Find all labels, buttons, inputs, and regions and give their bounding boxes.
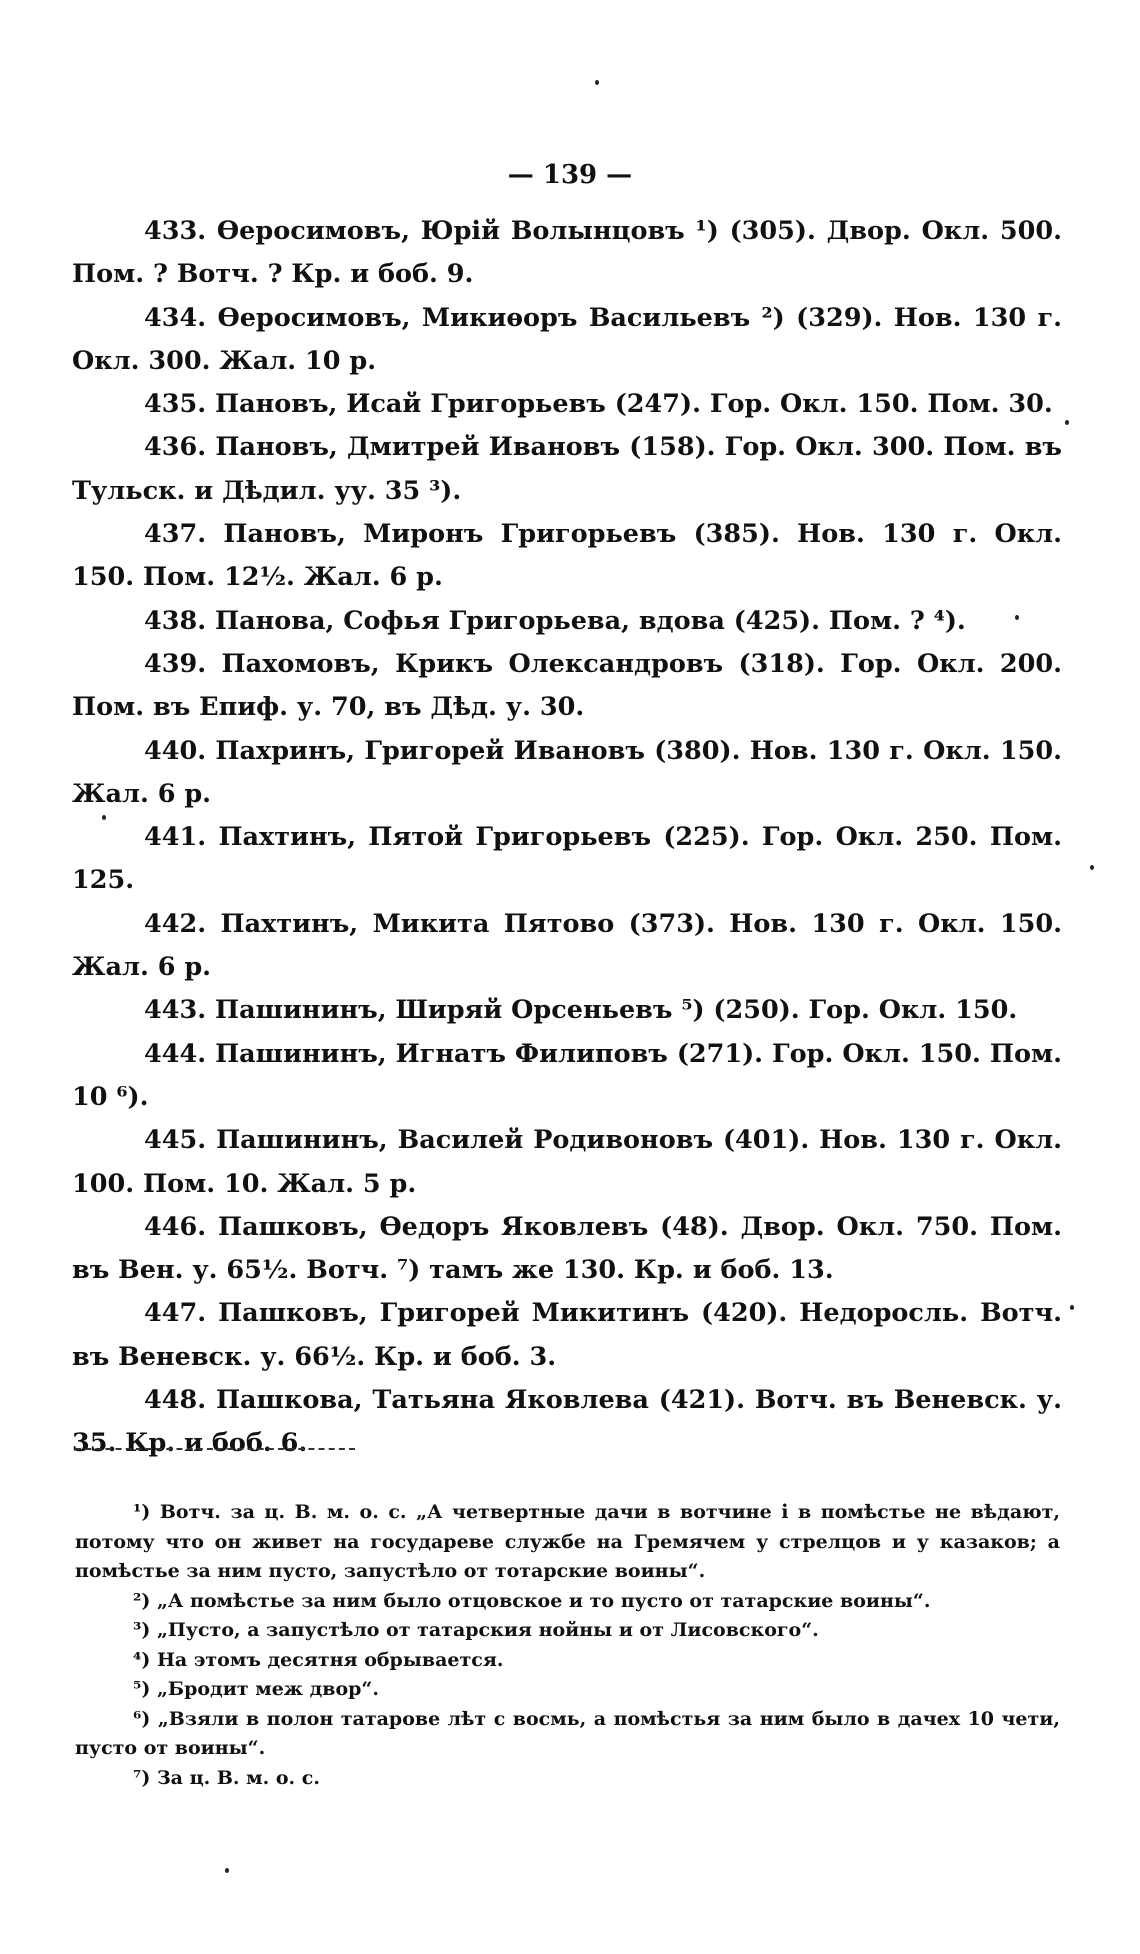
footnote-mark: ¹) <box>133 1501 151 1523</box>
footnote-text: На этомъ десятня обрывается. <box>156 1648 504 1671</box>
footnotes <box>75 1498 1060 1793</box>
register-entry: 444. Пашининъ, Игнатъ Филиповъ (271). Гор. Окл. 150. Пом. 10 ⁶). <box>72 1038 1062 1112</box>
scan-speck <box>1070 1305 1074 1310</box>
register-entry: 433. Өеросимовъ, Юрій Волынцовъ ¹) (305). Двор. Окл. 500. Пом. ? Вотч. ? Кр. и боб. 9. <box>72 216 1062 290</box>
register-entry: 447. Пашковъ, Григорей Микитинъ (420). Недоросль. Вотч. въ Веневск. у. 66½. Кр. и боб. 3. <box>72 1298 1062 1372</box>
register-entry: 441. Пахтинъ, Пятой Григорьевъ (225). Гор. Окл. 250. Пом. 125. <box>72 822 1062 896</box>
scan-speck <box>1090 865 1094 870</box>
page-number: — 139 — <box>507 160 633 190</box>
footnote <box>75 1705 1060 1764</box>
register-entry: 438. Панова, Софья Григорьева, вдова (425). Пом. ? ⁴). <box>144 605 966 636</box>
footnote-text: „А помѣстье за ним было отцовское и то пусто от татарские воины“. <box>156 1589 931 1612</box>
register-entry: 439. Пахомовъ, Крикъ Олександровъ (318). Гор. Окл. 200. Пом. въ Епиф. у. 70, въ Дѣд. у. 30. <box>72 648 1062 723</box>
footnote-text: За ц. В. м. о. с. <box>156 1766 320 1789</box>
footnote-text: „Взяли в полон татарове лѣт с восмь, а помѣстья за ним было в дачех 10 чети, пусто от воины“. <box>75 1707 1060 1759</box>
scan-speck <box>1015 615 1019 620</box>
footnote-mark: ⁵) <box>133 1678 151 1700</box>
register-entry: 442. Пахтинъ, Микита Пятово (373). Нов. 130 г. Окл. 150. Жал. 6 р. <box>72 908 1062 983</box>
register-entry: 443. Пашининъ, Ширяй Орсеньевъ ⁵) (250). Гор. Окл. 150. <box>144 995 1018 1026</box>
footnote <box>75 1764 1060 1794</box>
register-entry: 434. Өеросимовъ, Микиѳоръ Васильевъ ²) (329). Нов. 130 г. Окл. 300. Жал. 10 р. <box>72 302 1062 376</box>
register-entry: 437. Пановъ, Миронъ Григорьевъ (385). Нов. 130 г. Окл. 150. Пом. 12½. Жал. 6 р. <box>72 519 1062 593</box>
footnote-mark: ⁶) <box>133 1707 151 1730</box>
footnote <box>75 1616 1060 1646</box>
footnote-mark: ⁷) <box>133 1766 151 1789</box>
register-entry: 436. Пановъ, Дмитрей Ивановъ (158). Гор. Окл. 300. Пом. въ Тульск. и Дѣдил. уу. 35 ³). <box>72 432 1062 506</box>
footnote <box>75 1498 1060 1587</box>
scan-speck <box>1065 420 1069 425</box>
register-entry: 446. Пашковъ, Өедоръ Яковлевъ (48). Двор. Окл. 750. Пом. въ Вен. у. 65½. Вотч. ⁷) тамъ же 130. Кр. и боб. 13. <box>72 1211 1062 1286</box>
register-entry: 445. Пашининъ, Василей Родивоновъ (401). Нов. 130 г. Окл. 100. Пом. 10. Жал. 5 р. <box>72 1125 1062 1199</box>
register-entries <box>72 210 1062 1466</box>
scan-speck <box>225 1868 229 1873</box>
scan-speck <box>102 815 106 820</box>
footnote-separator <box>75 1448 355 1450</box>
footnote <box>75 1587 1060 1617</box>
register-entry: 440. Пахринъ, Григорей Ивановъ (380). Нов. 130 г. Окл. 150. Жал. 6 р. <box>72 735 1062 809</box>
footnote-mark: ⁴) <box>133 1648 151 1671</box>
scan-speck <box>595 80 599 85</box>
footnote-text: Вотч. за ц. В. м. о. с. „А четвертные дачи в вотчине і в помѣстье не вѣдают, потому что он живет на государеве службе на Гремячем у стрелцов и у казаков; а помѣстье за ним пусто, запустѣло от тотарские воины“. <box>75 1501 1060 1582</box>
footnote-mark: ³) <box>133 1619 151 1641</box>
footnote-text: „Бродит меж двор“. <box>156 1678 379 1700</box>
footnote-text: „Пусто, а запустѣло от татарския нойны и от Лисовского“. <box>156 1619 819 1641</box>
register-entry: 448. Пашкова, Татьяна Яковлева (421). Вотч. въ Веневск. у. 35. Кр. и боб. 6. <box>72 1385 1062 1459</box>
register-entry: 435. Пановъ, Исай Григорьевъ (247). Гор. Окл. 150. Пом. 30. <box>144 389 1053 420</box>
footnote <box>75 1646 1060 1676</box>
footnote <box>75 1675 1060 1705</box>
footnote-mark: ²) <box>133 1589 151 1612</box>
